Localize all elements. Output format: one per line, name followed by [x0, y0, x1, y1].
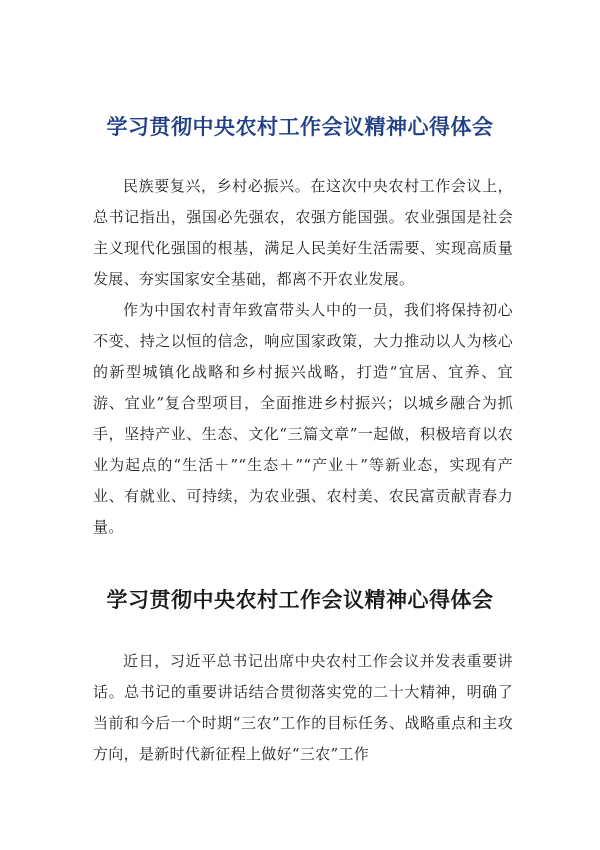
article-2-paragraph-1: 近日，习近平总书记出席中央农村工作会议并发表重要讲话。总书记的重要讲话结合贯彻落实党的二十大精神，明确了当前和今后一个时期“三农”工作的目标任务、战略重点和主攻方向，是新时代新征程上做好“三农”工作 [93, 652, 513, 763]
article-1-body [93, 171, 513, 543]
article-2-body [93, 646, 513, 770]
article-1-paragraph-2: 作为中国农村青年致富带头人中的一员，我们将保持初心不变、持之以恒的信念，响应国家政策，大力推动以人为核心的新型城镇化战略和乡村振兴战略，打造“宜居、宜养、宜游、宜业”复合型项目，全面推进乡村振兴；以城乡融合为抓手，坚持产业、生态、文化“三篇文章”一起做，积极培育以农业为起点的“生活＋”“生态＋”“产业＋”等新业态，实现有产业、有就业、可持续，为农业强、农村美、农民富贡献青春力量。 [93, 301, 513, 536]
article-1-paragraph-1: 民族要复兴，乡村必振兴。在这次中央农村工作会议上，总书记指出，强国必先强农，农强方能国强。农业强国是社会主义现代化强国的根基，满足人民美好生活需要、实现高质量发展、夯实国家安全基础，都离不开农业发展。 [93, 177, 513, 288]
article-2-title: 学习贯彻中央农村工作会议精神心得体会 [106, 588, 494, 612]
article-1-title: 学习贯彻中央农村工作会议精神心得体会 [106, 115, 494, 139]
